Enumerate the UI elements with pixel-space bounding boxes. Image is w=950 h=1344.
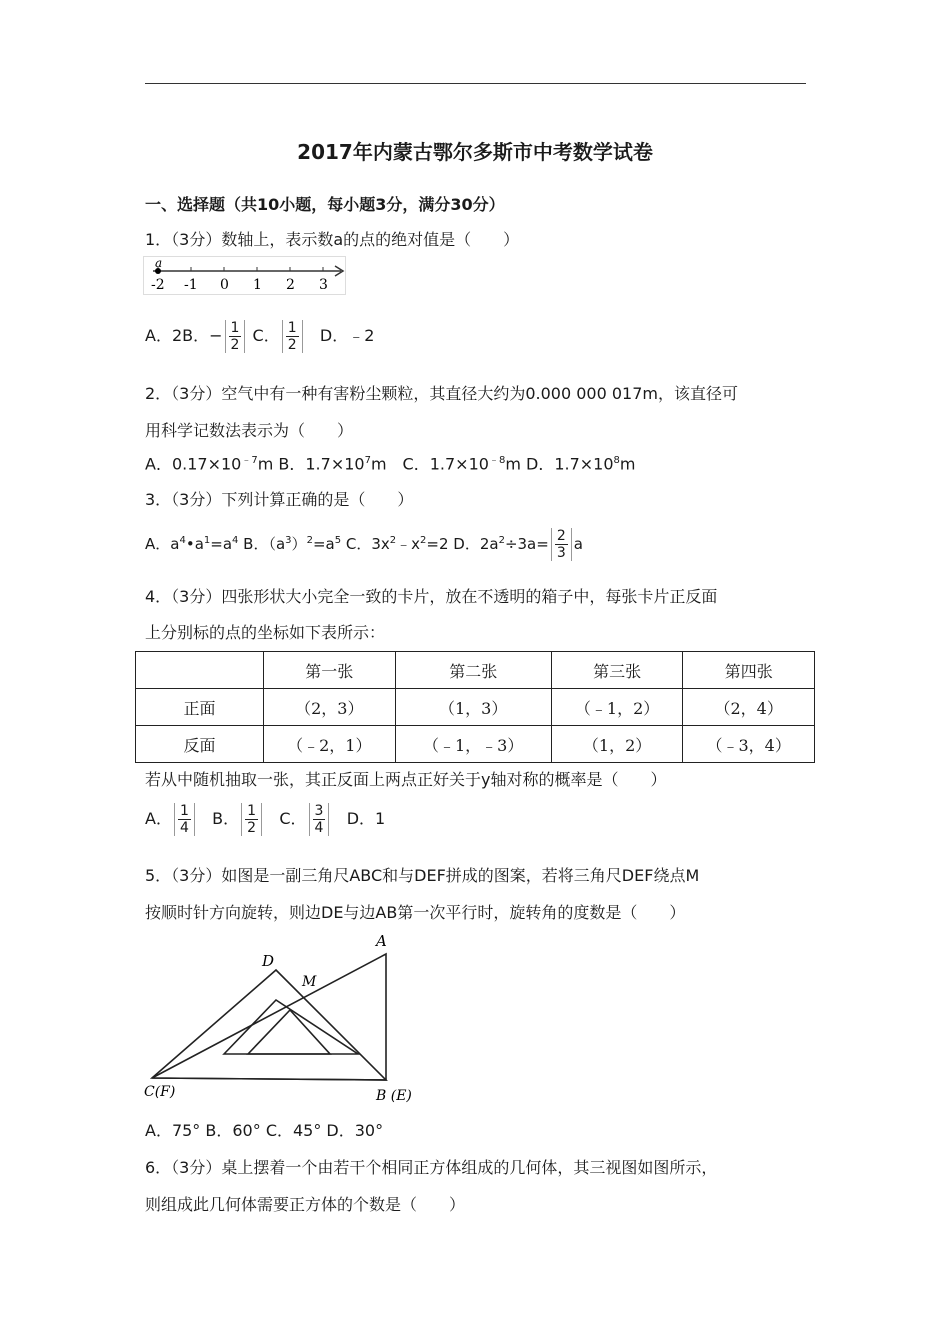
table-cell: （1，2） — [551, 726, 683, 763]
section-heading: 一、选择题（共10小题，每小题3分，满分30分） — [145, 195, 505, 214]
table-header-cell: 第四张 — [683, 652, 815, 689]
q5-stem-line2: 按顺时针方向旋转，则边DE与边AB第一次平行时，旋转角的度数是（ ） — [145, 903, 686, 922]
q1-option-a: A．2 — [145, 326, 183, 345]
table-row — [136, 726, 815, 763]
q3-stem: 3．（3分）下列计算正确的是（ ） — [145, 490, 414, 509]
q4-option-b-fraction: $\frac{1}{2}$ — [241, 803, 262, 836]
axis-tick-label: 0 — [220, 277, 229, 293]
table-cell — [136, 652, 264, 689]
axis-tick-label: 2 — [286, 277, 295, 293]
q1-options — [145, 320, 374, 353]
table-cell: （﹣2，1） — [264, 726, 396, 763]
page-title: 2017年内蒙古鄂尔多斯市中考数学试卷 — [297, 140, 653, 164]
q6-stem-line1: 6．（3分）桌上摆着一个由若干个相同正方体组成的几何体，其三视图如图所示， — [145, 1158, 718, 1177]
label-cf: C(F) — [144, 1084, 176, 1100]
table-header-cell: 第二张 — [395, 652, 551, 689]
q1-option-b-label: B． — [182, 326, 210, 345]
label-a: A — [376, 932, 387, 950]
q3-options: A．$a^4•a^1=a^4$ B．$(a^3)^2=a^5$ C．$3x^2﹣x^2=2$ D．$2a^2\div 3a=$ $\frac{2}{3}$ a — [145, 528, 583, 561]
label-be: B (E) — [376, 1088, 412, 1104]
q2-stem-line2: 用科学记数法表示为（ ） — [145, 421, 354, 440]
axis-tick-label: 3 — [319, 277, 328, 293]
header-rule — [145, 83, 806, 84]
q4-options: A． $\frac{1}{4}$ B． $\frac{1}{2}$ C． $\frac{3}{4}$ D．1 — [145, 803, 386, 836]
table-cell: （﹣1，2） — [551, 689, 683, 726]
q2-options: A．$0.17\times 10^{﹣7}m$ B．$1.7\times 10^7m$ C．$1.7\times 10^{﹣8}m$ D．$1.7\times 10^8m$ — [145, 454, 636, 474]
triangle-abc — [152, 954, 386, 1080]
table-cell: （1，3） — [395, 689, 551, 726]
table-cell: （﹣1，﹣3） — [395, 726, 551, 763]
minus-sign: − — [209, 326, 223, 345]
q6-stem-line2: 则组成此几何体需要正方体的个数是（ ） — [145, 1195, 466, 1214]
q4-stem-line1: 4．（3分）四张形状大小完全一致的卡片，放在不透明的箱子中，每张卡片正反面 — [145, 587, 718, 606]
table-header-cell: 第一张 — [264, 652, 396, 689]
inner-triangle-1 — [224, 1000, 358, 1054]
q3-option-d-fraction: $\frac{2}{3}$ — [551, 528, 572, 561]
table-row-label: 反面 — [136, 726, 264, 763]
table-row-label: 正面 — [136, 689, 264, 726]
axis-tick-label: -2 — [151, 277, 165, 293]
table-cell: （2，3） — [264, 689, 396, 726]
q5-stem-line1: 5．（3分）如图是一副三角尺ABC和与DEF拼成的图案，若将三角尺DEF绕点M — [145, 866, 700, 885]
table-header-row — [136, 652, 815, 689]
table-cell: （2，4） — [683, 689, 815, 726]
q1-option-c-fraction: $\frac{1}{2}$ — [282, 320, 303, 353]
axis-var-label: a — [155, 256, 163, 270]
q4-option-c-fraction: $\frac{3}{4}$ — [309, 803, 330, 836]
label-m: M — [302, 974, 317, 990]
q1-option-d: D．﹣2 — [319, 326, 375, 345]
q2-stem-line1: 2．（3分）空气中有一种有害粉尘颗粒，其直径大约为0.000 000 017m，该直径可 — [145, 384, 739, 403]
axis-tick-label: -1 — [184, 277, 198, 293]
q1-option-c-label: C． — [252, 326, 280, 345]
table-header-cell: 第三张 — [551, 652, 683, 689]
table-row — [136, 689, 815, 726]
q1-stem: 1．（3分）数轴上，表示数a的点的绝对值是（ ） — [145, 230, 520, 249]
q4-option-a-fraction: $\frac{1}{4}$ — [174, 803, 195, 836]
coordinate-table — [135, 651, 815, 763]
q4-stem-line3: 若从中随机抽取一张，其正反面上两点正好关于y轴对称的概率是（ ） — [145, 770, 667, 789]
q1-option-b-fraction: $\frac{1}{2}$ — [225, 320, 246, 353]
axis-tick-label: 1 — [253, 277, 262, 293]
q1-number-line — [143, 256, 348, 296]
q5-triangle-figure — [140, 930, 420, 1110]
label-d: D — [262, 952, 275, 970]
table-cell: （﹣3，4） — [683, 726, 815, 763]
q4-stem-line2: 上分别标的点的坐标如下表所示： — [145, 623, 386, 642]
q5-options: A．75° B．60° C．45° D．30° — [145, 1121, 384, 1140]
triangle-def — [152, 970, 386, 1080]
